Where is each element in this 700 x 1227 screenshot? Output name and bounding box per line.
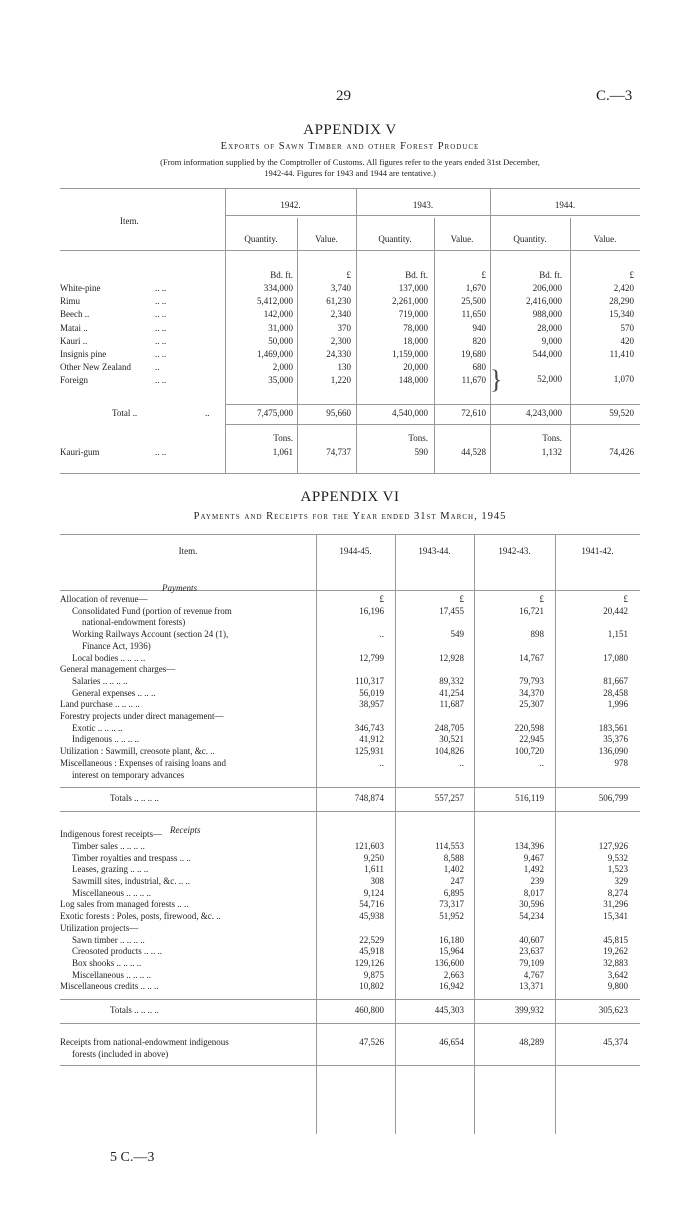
- currency-label: £: [623, 594, 628, 604]
- dot-leader: .. ..: [155, 296, 167, 307]
- endowment-label: Receipts from national-endowment indigenous: [60, 1037, 229, 1047]
- receipts-heading: Receipts: [170, 825, 201, 835]
- unit-label: Bd. ft.: [270, 270, 293, 280]
- endowment-cell: 47,526: [359, 1037, 384, 1047]
- amount-cell: 247: [450, 876, 464, 886]
- payment-row-label: Consolidated Fund (portion of revenue from: [72, 605, 232, 616]
- amount-cell: 978: [614, 757, 628, 768]
- quantity-cell: 148,000: [398, 375, 428, 386]
- kauri-gum-label: Kauri-gum: [60, 447, 100, 457]
- total-cell: 445,303: [434, 1005, 464, 1015]
- value-header: Value.: [593, 234, 617, 244]
- receipt-row-label: Exotic forests : Poles, posts, firewood, &c. ..: [60, 911, 221, 922]
- amount-cell: 17,080: [603, 652, 628, 663]
- amount-cell: 4,767: [523, 969, 544, 980]
- payment-row-label: General management charges—: [60, 664, 176, 675]
- row-item-label: Beech ..: [60, 309, 90, 320]
- amount-cell: 30,521: [439, 734, 464, 745]
- row-item-label: Rimu: [60, 296, 81, 307]
- dot-leader: .. ..: [155, 309, 167, 320]
- dot-leader: .. ..: [155, 447, 167, 457]
- value-cell: 820: [472, 335, 486, 346]
- quantity-cell: 206,000: [532, 283, 562, 293]
- value-cell: 19,680: [461, 349, 486, 359]
- quantity-cell: 988,000: [532, 309, 562, 320]
- quantity-cell: 78,000: [403, 322, 428, 333]
- amount-cell: 8,274: [607, 887, 628, 898]
- amount-cell: 30,596: [519, 899, 544, 910]
- appendix-5-note-line2: 1942-44. Figures for 1943 and 1944 are tentative.): [264, 168, 436, 178]
- amount-cell: 22,529: [359, 934, 384, 945]
- payment-row-label: Finance Act, 1936): [82, 640, 151, 651]
- currency-label: £: [459, 594, 464, 604]
- quantity-header: Quantity.: [378, 234, 412, 244]
- row-item-label: Matai ..: [60, 322, 88, 333]
- amount-cell: 38,957: [359, 699, 384, 710]
- amount-cell: 12,799: [359, 652, 384, 663]
- value-cell: 25,500: [461, 296, 486, 307]
- payment-row-label: General expenses .. .. ..: [72, 687, 156, 698]
- amount-cell: 79,109: [519, 957, 544, 968]
- year-header: 1944-45.: [339, 546, 372, 556]
- dot-leader: .. ..: [155, 322, 167, 333]
- amount-cell: 45,938: [359, 911, 384, 922]
- quantity-header: Quantity.: [513, 234, 547, 244]
- quantity-cell: 18,000: [403, 335, 428, 346]
- amount-cell: 136,090: [598, 746, 628, 757]
- amount-cell: 1,523: [607, 864, 628, 875]
- dot-leader: .. ..: [155, 335, 167, 346]
- receipt-row-label: Sawmill sites, industrial, &c. .. ..: [72, 876, 190, 886]
- appendix-5-note-line1: (From information supplied by the Comptroller of Customs. All figures refer to the years ended 31st December,: [160, 157, 540, 167]
- amount-cell: 15,341: [603, 911, 628, 922]
- quantity-cell: 31,000: [268, 322, 293, 333]
- table-rule: [60, 1023, 640, 1024]
- endowment-cell: 46,654: [439, 1037, 464, 1047]
- amount-cell: 100,720: [514, 746, 544, 757]
- value-header: Value.: [450, 234, 474, 244]
- bracket-value: 1,070: [613, 374, 634, 384]
- payment-row-label: Indigenous .. .. .. ..: [72, 734, 139, 745]
- quantity-cell: 5,412,000: [257, 296, 293, 307]
- payments-heading: Payments: [162, 583, 197, 593]
- value-cell: 11,410: [609, 349, 634, 359]
- amount-cell: 1,402: [443, 864, 464, 875]
- footer-code: 5 C.—3: [110, 1150, 155, 1165]
- total-value: 59,520: [609, 408, 634, 418]
- amount-cell: 81,667: [603, 675, 628, 686]
- value-cell: 370: [337, 322, 351, 333]
- amount-cell: 9,250: [363, 852, 384, 863]
- amount-cell: 329: [614, 876, 628, 886]
- amount-cell: 41,254: [439, 687, 464, 698]
- quantity-cell: 20,000: [403, 362, 428, 373]
- amount-cell: 9,875: [363, 969, 384, 980]
- dot-leader: .. ..: [155, 349, 167, 359]
- value-cell: 2,340: [330, 309, 351, 320]
- value-cell: 11,670: [461, 375, 486, 386]
- currency-label: £: [379, 594, 384, 604]
- kauri-gum-value: 1,061: [272, 447, 293, 457]
- amount-cell: 35,376: [603, 734, 628, 745]
- total-cell: 557,257: [434, 793, 464, 804]
- payment-row-label: interest on temporary advances: [72, 769, 185, 780]
- appendix-6-title: APPENDIX VI: [300, 489, 400, 505]
- amount-cell: 17,455: [439, 605, 464, 616]
- payment-row-label: Exotic .. .. .. ..: [72, 722, 123, 733]
- unit-label: Tons.: [542, 433, 562, 443]
- receipt-row-label: Log sales from managed forests .. ..: [60, 899, 189, 910]
- quantity-cell: 9,000: [541, 335, 562, 346]
- amount-cell: 16,721: [519, 605, 544, 616]
- year-header: 1944.: [554, 200, 576, 210]
- amount-cell: 308: [370, 876, 384, 886]
- amount-cell: 16,942: [439, 981, 464, 992]
- amount-cell: 1,151: [607, 629, 628, 640]
- total-label: Total ..: [112, 408, 138, 418]
- row-item-label: Insignis pine: [60, 349, 107, 359]
- bracket-quantity: 52,000: [537, 374, 562, 384]
- quantity-cell: 2,416,000: [526, 296, 562, 307]
- amount-cell: 23,637: [519, 946, 544, 957]
- dot-leader: ..: [155, 362, 160, 373]
- quantity-cell: 1,159,000: [392, 349, 428, 359]
- amount-cell: 9,532: [607, 852, 628, 863]
- quantity-header: Quantity.: [244, 234, 278, 244]
- row-item-label: White-pine: [60, 283, 101, 293]
- amount-cell: 549: [450, 629, 464, 640]
- value-cell: 680: [472, 362, 486, 373]
- amount-cell: 121,603: [354, 840, 384, 851]
- year-header: 1943.: [412, 200, 434, 210]
- receipt-row-label: Indigenous forest receipts—: [60, 829, 162, 840]
- table-rule: [60, 590, 640, 591]
- payment-row-label: Utilization : Sawmill, creosote plant, &c. ..: [60, 746, 215, 757]
- receipts-total-label: Totals .. .. .. ..: [110, 1005, 159, 1015]
- total-cell: 516,119: [515, 793, 544, 804]
- total-value: 7,475,000: [257, 408, 293, 418]
- table-rule: [225, 404, 640, 405]
- amount-cell: 13,371: [519, 981, 544, 992]
- table-rule: [60, 250, 640, 251]
- receipt-row-label: Miscellaneous credits .. .. ..: [60, 981, 159, 992]
- amount-cell: 73,317: [439, 899, 464, 910]
- amount-cell: ..: [459, 757, 464, 768]
- kauri-gum-value: 74,737: [326, 447, 351, 457]
- quantity-cell: 137,000: [398, 283, 428, 293]
- amount-cell: 1,611: [364, 864, 384, 875]
- receipt-row-label: Miscellaneous .. .. .. ..: [72, 887, 151, 898]
- amount-cell: 125,931: [354, 746, 384, 757]
- table-rule: [60, 811, 640, 812]
- quantity-cell: 2,000: [272, 362, 293, 373]
- quantity-cell: 719,000: [398, 309, 428, 320]
- amount-cell: 89,332: [439, 675, 464, 686]
- table-rule: [60, 188, 640, 189]
- payment-row-label: Allocation of revenue—: [60, 594, 148, 604]
- quantity-cell: 2,261,000: [392, 296, 428, 307]
- quantity-cell: 334,000: [263, 283, 293, 293]
- quantity-cell: 50,000: [268, 335, 293, 346]
- table-rule: [60, 534, 640, 535]
- row-item-label: Kauri ..: [60, 335, 88, 346]
- unit-label: Bd. ft.: [539, 270, 562, 280]
- appendix-5-subtitle: Exports of Sawn Timber and other Forest Produce: [220, 141, 480, 152]
- value-header: Value.: [315, 234, 338, 244]
- payment-row-label: national-endowment forests): [82, 617, 186, 628]
- amount-cell: 34,370: [519, 687, 544, 698]
- amount-cell: 32,883: [603, 957, 628, 968]
- value-cell: 420: [620, 335, 634, 346]
- dot-leader: ..: [205, 408, 210, 418]
- total-cell: 460,800: [354, 1005, 384, 1015]
- amount-cell: 1,492: [523, 864, 544, 875]
- amount-cell: 9,800: [607, 981, 628, 992]
- table-rule: [225, 424, 640, 425]
- endowment-label: forests (included in above): [72, 1048, 169, 1059]
- amount-cell: 6,895: [443, 887, 464, 898]
- year-header: 1942.: [280, 200, 301, 210]
- total-cell: 399,932: [514, 1005, 544, 1015]
- amount-cell: 114,553: [435, 840, 464, 851]
- amount-cell: 20,442: [603, 605, 628, 616]
- kauri-gum-value: 590: [414, 447, 428, 457]
- amount-cell: 14,767: [519, 652, 544, 663]
- amount-cell: 3,642: [607, 969, 628, 980]
- amount-cell: 12,928: [439, 652, 464, 663]
- amount-cell: 104,826: [434, 746, 464, 757]
- unit-label: Bd. ft.: [405, 270, 428, 280]
- value-cell: 2,300: [330, 335, 351, 346]
- total-cell: 748,874: [354, 793, 384, 804]
- table-rule: [60, 999, 640, 1000]
- amount-cell: 2,663: [443, 969, 464, 980]
- value-cell: 1,670: [465, 283, 486, 293]
- total-cell: 506,799: [598, 793, 628, 804]
- amount-cell: 16,180: [439, 934, 464, 945]
- table-rule: [60, 787, 640, 788]
- receipt-row-label: Creosoted products .. .. ..: [72, 946, 162, 957]
- quantity-cell: 1,469,000: [257, 349, 293, 359]
- payment-row-label: Land purchase .. .. .. ..: [60, 699, 140, 710]
- value-cell: 11,650: [461, 309, 486, 320]
- endowment-cell: 48,289: [519, 1037, 544, 1047]
- total-value: 72,610: [461, 408, 486, 418]
- amount-cell: 8,588: [443, 852, 464, 863]
- amount-cell: 79,793: [519, 675, 544, 686]
- amount-cell: 129,126: [354, 957, 384, 968]
- table-rule: [225, 215, 640, 216]
- value-cell: 61,230: [326, 296, 351, 307]
- amount-cell: 40,607: [519, 934, 544, 945]
- year-header: 1943-44.: [418, 546, 451, 556]
- value-cell: 15,340: [609, 309, 634, 320]
- amount-cell: 127,926: [598, 840, 628, 851]
- value-cell: 570: [620, 322, 634, 333]
- amount-cell: 54,716: [359, 899, 384, 910]
- receipt-row-label: Timber sales .. .. .. ..: [72, 840, 145, 851]
- dot-leader: .. ..: [155, 375, 167, 386]
- amount-cell: 346,743: [354, 722, 384, 733]
- amount-cell: 110,317: [355, 675, 384, 686]
- value-cell: 28,290: [609, 296, 634, 307]
- amount-cell: 15,964: [439, 946, 464, 957]
- document-code: C.—3: [596, 88, 633, 104]
- year-header: 1941-42.: [581, 546, 614, 556]
- payments-total-label: Totals .. .. .. ..: [110, 793, 159, 804]
- amount-cell: 183,561: [598, 722, 628, 733]
- kauri-gum-value: 44,528: [461, 447, 486, 457]
- table-rule: [60, 473, 640, 474]
- amount-cell: 1,996: [607, 699, 628, 710]
- unit-label: Tons.: [273, 433, 293, 443]
- page-number: 29: [336, 88, 351, 104]
- quantity-cell: 544,000: [532, 349, 562, 359]
- amount-cell: 136,600: [434, 957, 464, 968]
- row-item-label: Foreign: [60, 375, 88, 386]
- receipt-row-label: Miscellaneous .. .. .. ..: [72, 969, 151, 980]
- quantity-cell: 142,000: [263, 309, 293, 320]
- amount-cell: 45,918: [359, 946, 384, 957]
- unit-label: £: [481, 270, 486, 280]
- amount-cell: 10,802: [359, 981, 384, 992]
- receipt-row-label: Box shooks .. .. .. ..: [72, 957, 142, 968]
- amount-cell: 248,705: [434, 722, 464, 733]
- amount-cell: ..: [379, 757, 384, 768]
- dot-leader: .. ..: [155, 283, 167, 293]
- payment-row-label: Local bodies .. .. .. ..: [72, 652, 146, 663]
- item-header: Item.: [178, 546, 198, 556]
- appendix-5-title: APPENDIX V: [303, 122, 397, 138]
- amount-cell: 9,467: [523, 852, 544, 863]
- amount-cell: 898: [530, 629, 544, 640]
- endowment-cell: 45,374: [603, 1037, 628, 1047]
- appendix-6-subtitle: Payments and Receipts for the Year ended 31st March, 1945: [193, 511, 507, 522]
- payment-row-label: Forestry projects under direct management—: [60, 711, 224, 721]
- kauri-gum-value: 1,132: [541, 447, 562, 457]
- amount-cell: 8,017: [523, 887, 544, 898]
- receipt-row-label: Utilization projects—: [60, 922, 139, 933]
- total-cell: 305,623: [598, 1005, 628, 1015]
- unit-label: Tons.: [408, 433, 428, 443]
- unit-label: £: [629, 270, 634, 280]
- receipt-row-label: Leases, grazing .. .. ..: [72, 864, 149, 875]
- amount-cell: 54,234: [519, 911, 544, 922]
- receipt-row-label: Timber royalties and trespass .. ..: [72, 852, 191, 863]
- quantity-cell: 28,000: [537, 322, 562, 333]
- amount-cell: 25,307: [519, 699, 544, 710]
- value-cell: 2,420: [613, 283, 634, 293]
- payment-row-label: Salaries .. .. .. ..: [72, 675, 128, 686]
- amount-cell: 22,945: [519, 734, 544, 745]
- value-cell: 3,740: [330, 283, 351, 293]
- payment-row-label: Miscellaneous : Expenses of raising loans and: [60, 757, 226, 768]
- payment-row-label: Working Railways Account (section 24 (1),: [72, 629, 229, 640]
- value-cell: 130: [337, 362, 351, 373]
- unit-label: £: [346, 270, 351, 280]
- amount-cell: 56,019: [359, 687, 384, 698]
- table-rule: [60, 1065, 640, 1066]
- amount-cell: ..: [539, 757, 544, 768]
- total-value: 4,540,000: [392, 408, 428, 418]
- value-cell: 24,330: [326, 349, 351, 359]
- amount-cell: 9,124: [363, 887, 384, 898]
- amount-cell: 41,912: [359, 734, 384, 745]
- item-header: Item.: [120, 216, 139, 226]
- currency-label: £: [539, 594, 544, 604]
- row-item-label: Other New Zealand: [60, 362, 131, 373]
- amount-cell: 45,815: [603, 934, 628, 945]
- total-value: 4,243,000: [526, 408, 562, 418]
- amount-cell: 51,952: [439, 911, 464, 922]
- total-value: 95,660: [326, 408, 351, 418]
- amount-cell: 239: [530, 876, 544, 886]
- receipt-row-label: Sawn timber .. .. .. ..: [72, 934, 145, 945]
- quantity-cell: 35,000: [268, 375, 293, 386]
- amount-cell: 16,196: [359, 605, 384, 616]
- brace-symbol: }: [490, 365, 503, 394]
- amount-cell: 134,396: [514, 840, 544, 851]
- amount-cell: 220,598: [514, 722, 544, 733]
- kauri-gum-value: 74,426: [609, 447, 634, 457]
- value-cell: 940: [472, 322, 486, 333]
- amount-cell: 31,296: [603, 899, 628, 910]
- amount-cell: 11,687: [439, 699, 464, 710]
- value-cell: 1,220: [330, 375, 351, 386]
- year-header: 1942-43.: [498, 546, 531, 556]
- amount-cell: 28,458: [603, 687, 628, 698]
- amount-cell: ..: [379, 629, 384, 640]
- amount-cell: 19,262: [603, 946, 628, 957]
